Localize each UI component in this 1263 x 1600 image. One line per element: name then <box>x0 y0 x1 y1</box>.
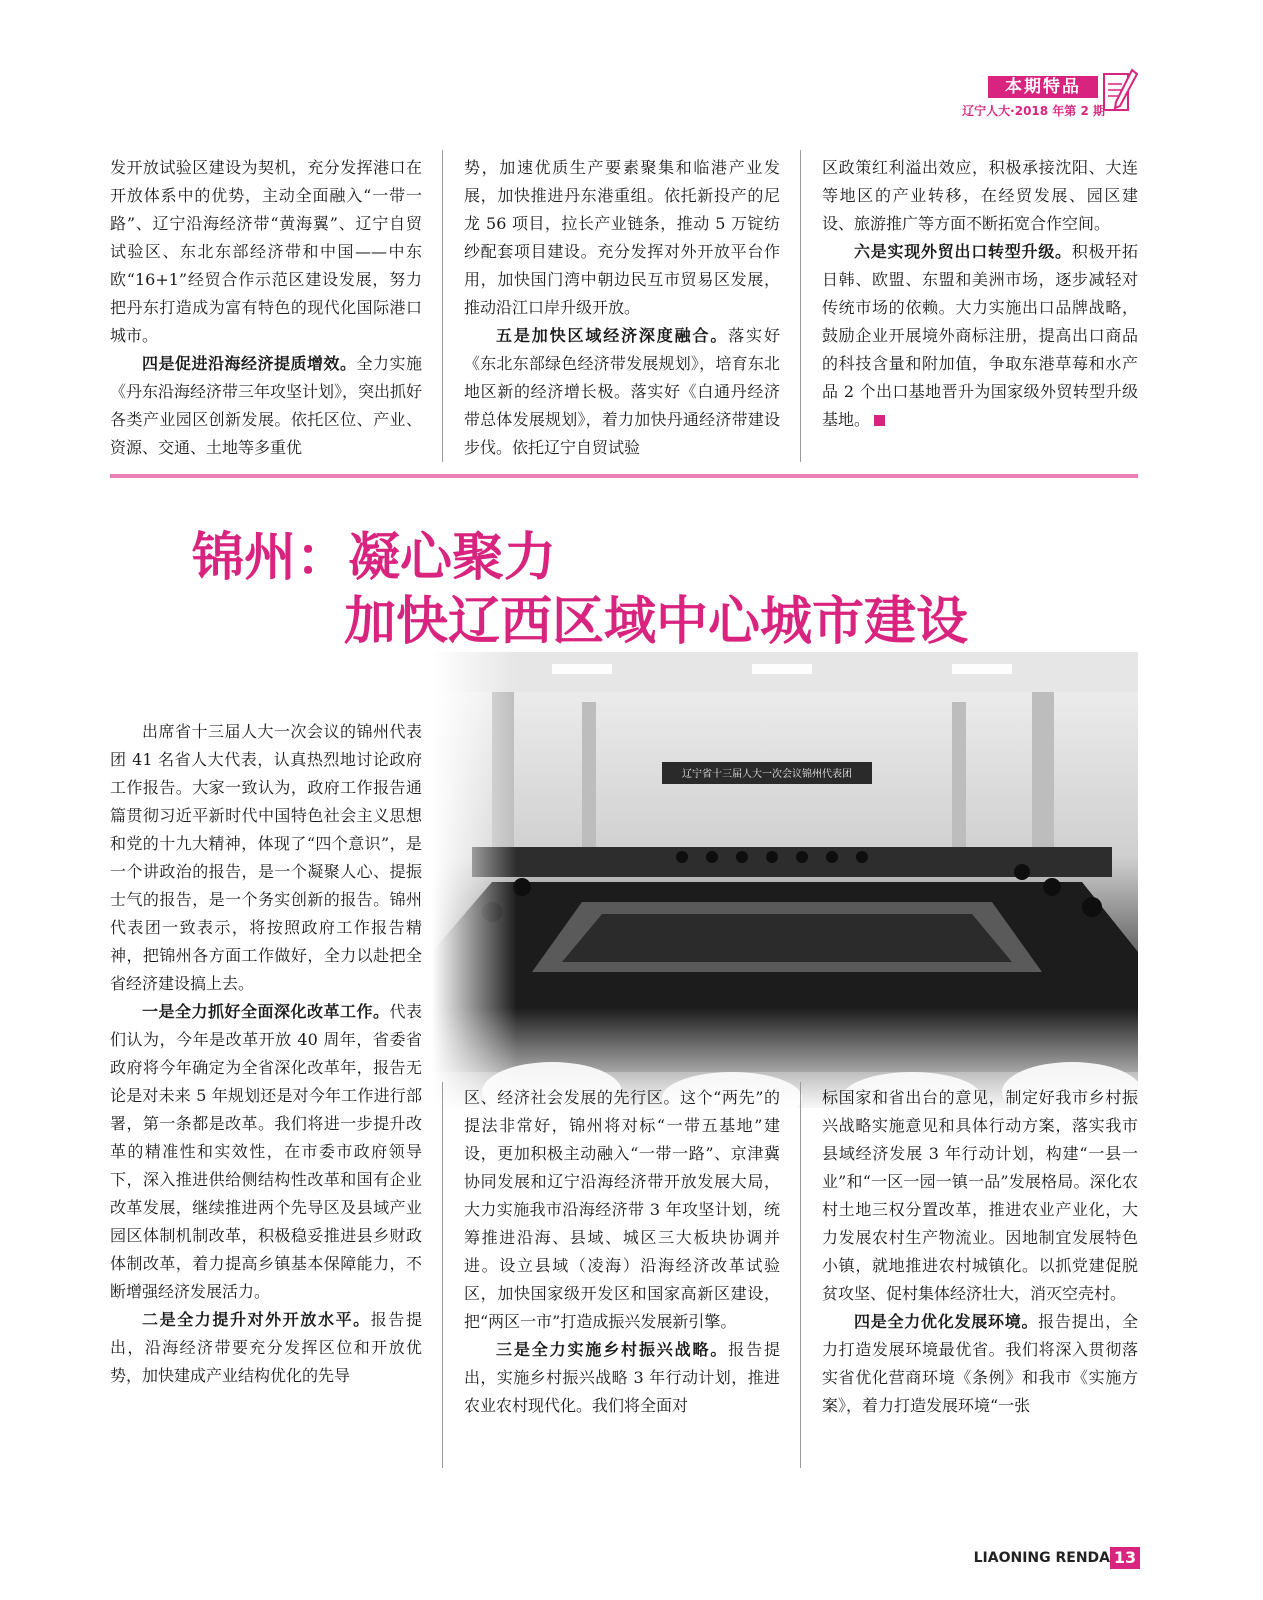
issue-label: 辽宁人大·2018 年第 2 期 <box>962 104 1105 118</box>
prev-article-col-1 <box>110 154 422 470</box>
paragraph-lead: 三是全力实施乡村振兴战略。 <box>496 1340 729 1359</box>
paragraph <box>110 154 422 350</box>
paragraph-lead: 四是促进沿海经济提质增效。 <box>142 354 357 373</box>
paragraph <box>464 322 780 462</box>
paragraph-text: 积极开拓日韩、欧盟、东盟和美洲市场，逐步减轻对传统市场的依赖。大力实施出口品牌战略，鼓励企业开展境外商标注册，提高出口商品的科技含量和附加值，争取东港草莓和水产品 2 个出口基地晋升为国家级外贸转型升级基地。 <box>822 242 1138 429</box>
article-col-2 <box>464 1084 780 1478</box>
paragraph <box>464 1084 780 1336</box>
column-divider <box>800 1082 801 1468</box>
paragraph-text: 发开放试验区建设为契机，充分发挥港口在开放体系中的优势，主动全面融入“一带一路”、辽宁沿海经济带“黄海翼”、辽宁自贸试验区、东北东部经济带和中国——中东欧“16+1”经贸合作示范区建设发展，努力把丹东打造成为富有特色的现代化国际港口城市。 <box>110 158 422 345</box>
paragraph-text: 标国家和省出台的意见，制定好我市乡村振兴战略实施意见和具体行动方案，落实我市县域经济发展 3 年行动计划，构建“一县一业”和“一区一园一镇一品”发展格局。深化农村土地三权分置改革，推进农业产业化，大力发展农村生产物流业。因地制宜发展特色小镇，就地推进农村城镇化。以抓党建促脱贫攻坚、促村集体经济壮大，消灭空壳村。 <box>822 1088 1138 1303</box>
paragraph <box>110 998 422 1306</box>
paragraph-text: 报告提出，沿海经济带要充分发挥区位和开放优势，加快建成产业结构优化的先导 <box>110 1310 422 1385</box>
paragraph <box>822 238 1138 434</box>
paragraph <box>822 154 1138 238</box>
meeting-photo <box>432 652 1138 1108</box>
paragraph-lead: 四是全力优化发展环境。 <box>854 1312 1039 1331</box>
prev-article-col-3 <box>822 154 1138 470</box>
article-title-line-2: 加快辽西区域中心城市建设 <box>344 592 969 652</box>
end-mark-icon <box>874 415 885 426</box>
pencil-icon <box>1102 68 1138 120</box>
paragraph-text: 全力实施《丹东沿海经济带三年攻坚计划》，突出抓好各类产业园区创新发展。依托区位、产业、资源、交通、土地等多重优 <box>110 354 422 457</box>
article-col-3 <box>822 1084 1138 1478</box>
page-number: 13 <box>1110 1547 1140 1569</box>
paragraph-text: 出席省十三届人大一次会议的锦州代表团 41 名省人大代表，认真热烈地讨论政府工作报告。大家一致认为，政府工作报告通篇贯彻习近平新时代中国特色社会主义思想和党的十九大精神，体现了“四个意识”，是一个讲政治的报告，是一个凝聚人心、提振士气的报告，是一个务实创新的报告。锦州代表团一致表示，将按照政府工作报告精神，把锦州各方面工作做好，全力以赴把全省经济建设搞上去。 <box>110 722 422 993</box>
paragraph-text: 代表们认为，今年是改革开放 40 周年，省委省政府将今年确定为全省深化改革年，报告无论是对未来 5 年规划还是对今年工作进行部署，第一条都是改革。我们将进一步提升改革的精准性和实效性，在市委市政府领导下，深入推进供给侧结构性改革和国有企业改革发展，继续推进两个先导区及县域产业园区体制机制改革，积极稳妥推进县乡财政体制改革，着力提高乡镇基本保障能力，不断增强经济发展活力。 <box>110 1002 422 1301</box>
paragraph <box>110 1306 422 1390</box>
prev-article-col-2 <box>464 154 780 470</box>
paragraph-lead: 二是全力提升对外开放水平。 <box>142 1310 371 1329</box>
paragraph <box>464 154 780 322</box>
column-divider <box>800 150 801 462</box>
section-tag: 本期特品 <box>988 76 1098 98</box>
section-divider <box>110 474 1138 478</box>
paragraph-text: 区政策红利溢出效应，积极承接沈阳、大连等地区的产业转移，在经贸发展、园区建设、旅游推广等方面不断拓宽合作空间。 <box>822 158 1138 233</box>
article-title-line-1: 锦州：凝心聚力 <box>192 528 557 588</box>
paragraph-text: 报告提出，实施乡村振兴战略 3 年行动计划，推进农业农村现代化。我们将全面对 <box>464 1340 780 1415</box>
column-divider <box>442 1082 443 1468</box>
paragraph-lead: 五是加快区域经济深度融合。 <box>496 326 729 345</box>
article-col-1 <box>110 718 422 1478</box>
column-divider <box>442 150 443 462</box>
paragraph <box>822 1308 1138 1420</box>
paragraph <box>110 350 422 462</box>
paragraph-text: 报告提出，全力打造发展环境最优省。我们将深入贯彻落实省优化营商环境《条例》和我市《实施方案》，着力打造发展环境“一张 <box>822 1312 1138 1415</box>
paragraph <box>464 1336 780 1420</box>
paragraph-text: 区、经济社会发展的先行区。这个“两先”的提法非常好，锦州将对标“一带五基地”建设，更加积极主动融入“一带一路”、京津冀协同发展和辽宁沿海经济带开放发展大局，大力实施我市沿海经济带 3 年攻坚计划，统筹推进沿海、县域、城区三大板块协调并进。设立县域（凌海）沿海经济改革试验区，加快国家级开发区和国家高新区建设，把“两区一市”打造成振兴发展新引擎。 <box>464 1088 780 1331</box>
paragraph-text: 势，加速优质生产要素聚集和临港产业发展，加快推进丹东港重组。依托新投产的尼龙 56 项目，拉长产业链条，推动 5 万锭纺纱配套项目建设。充分发挥对外开放平台作用，加快国门湾中朝边民互市贸易区发展，推动沿江口岸升级开放。 <box>464 158 780 317</box>
paragraph <box>822 1084 1138 1308</box>
paragraph-lead: 六是实现外贸出口转型升级。 <box>854 242 1072 261</box>
paragraph-text: 落实好《东北东部绿色经济带发展规划》，培育东北地区新的经济增长极。落实好《白通丹经济带总体发展规划》，着力加快丹通经济带建设步伐。依托辽宁自贸试验 <box>464 326 780 457</box>
paragraph <box>110 718 422 998</box>
footer-brand: LIAONING RENDA <box>973 1550 1110 1566</box>
paragraph-lead: 一是全力抓好全面深化改革工作。 <box>142 1002 390 1021</box>
